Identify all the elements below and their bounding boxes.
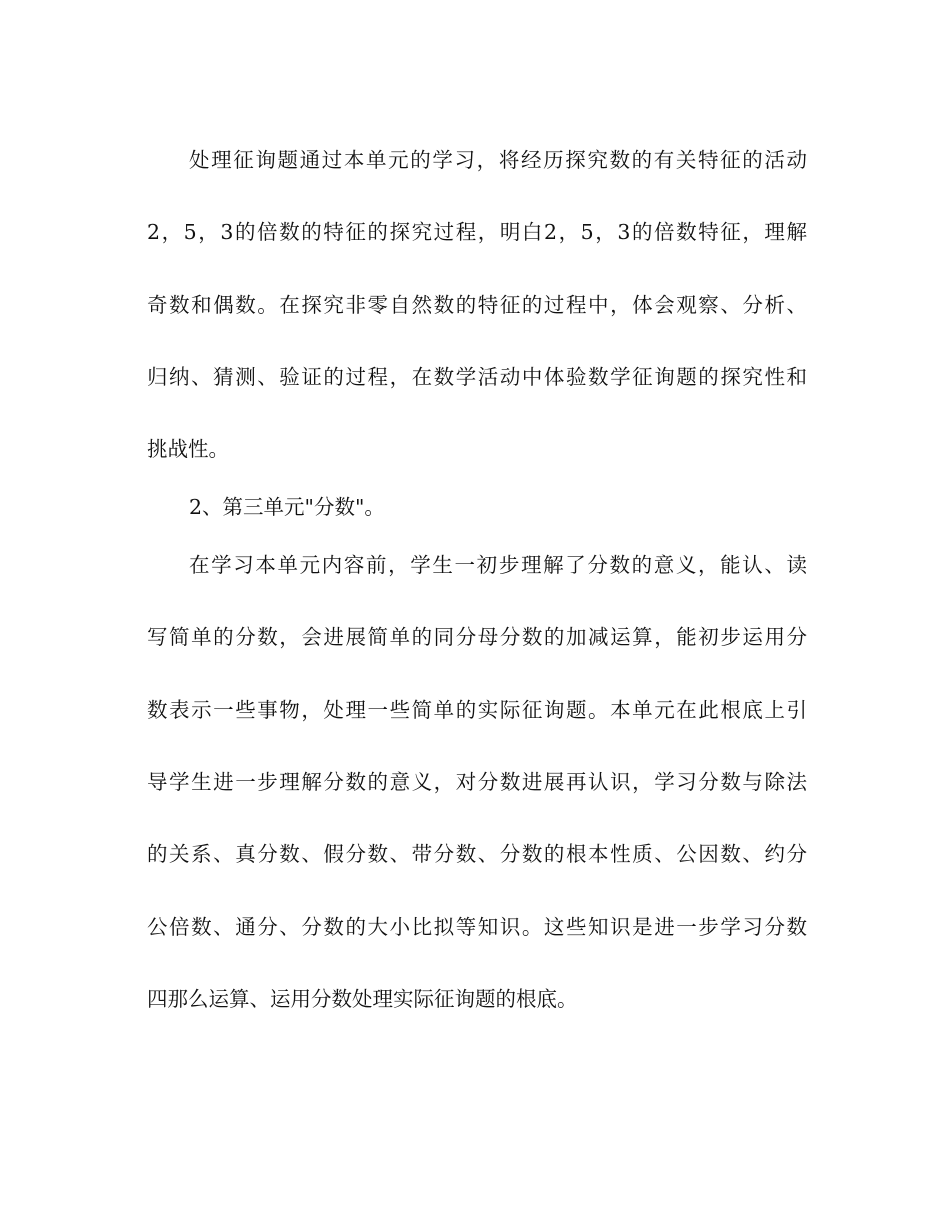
paragraph-1-line-4: 归纳、猜测、验证的过程，在数学活动中体验数学征询题的探究性和 [147, 364, 807, 389]
document-body [147, 140, 807, 1051]
paragraph-1-line-3: 奇数和偶数。在探究非零自然数的特征的过程中，体会观察、分析、 [147, 292, 807, 317]
paragraph-3-line-3: 数表示一些事物，处理一些简单的实际征询题。本单元在此根底上引 [147, 697, 807, 722]
paragraph-3-line-6: 公倍数、通分、分数的大小比拟等知识。这些知识是进一步学习分数 [147, 914, 807, 939]
paragraph-3-line-5: 的关系、真分数、假分数、带分数、分数的根本性质、公因数、约分 [147, 842, 807, 867]
paragraph-1-line-5: 挑战性。 [147, 437, 229, 462]
paragraph-3-line-2: 写简单的分数，会进展简单的同分母分数的加减运算，能初步运用分 [147, 625, 807, 650]
section-heading: 2、第三单元"分数"。 [189, 495, 385, 520]
paragraph-3-line-4: 导学生进一步理解分数的意义，对分数进展再认识，学习分数与除法 [147, 770, 807, 795]
paragraph-1-line-1: 处理征询题通过本单元的学习，将经历探究数的有关特征的活动 [189, 148, 807, 172]
paragraph-3-line-1: 在学习本单元内容前，学生一初步理解了分数的意义，能认、读 [189, 553, 807, 578]
paragraph-3-line-7: 四那么运算、运用分数处理实际征询题的根底。 [147, 986, 578, 1011]
paragraph-1-line-2: 2，5，3的倍数的特征的探究过程，明白2，5，3的倍数特征，理解 [147, 220, 807, 245]
